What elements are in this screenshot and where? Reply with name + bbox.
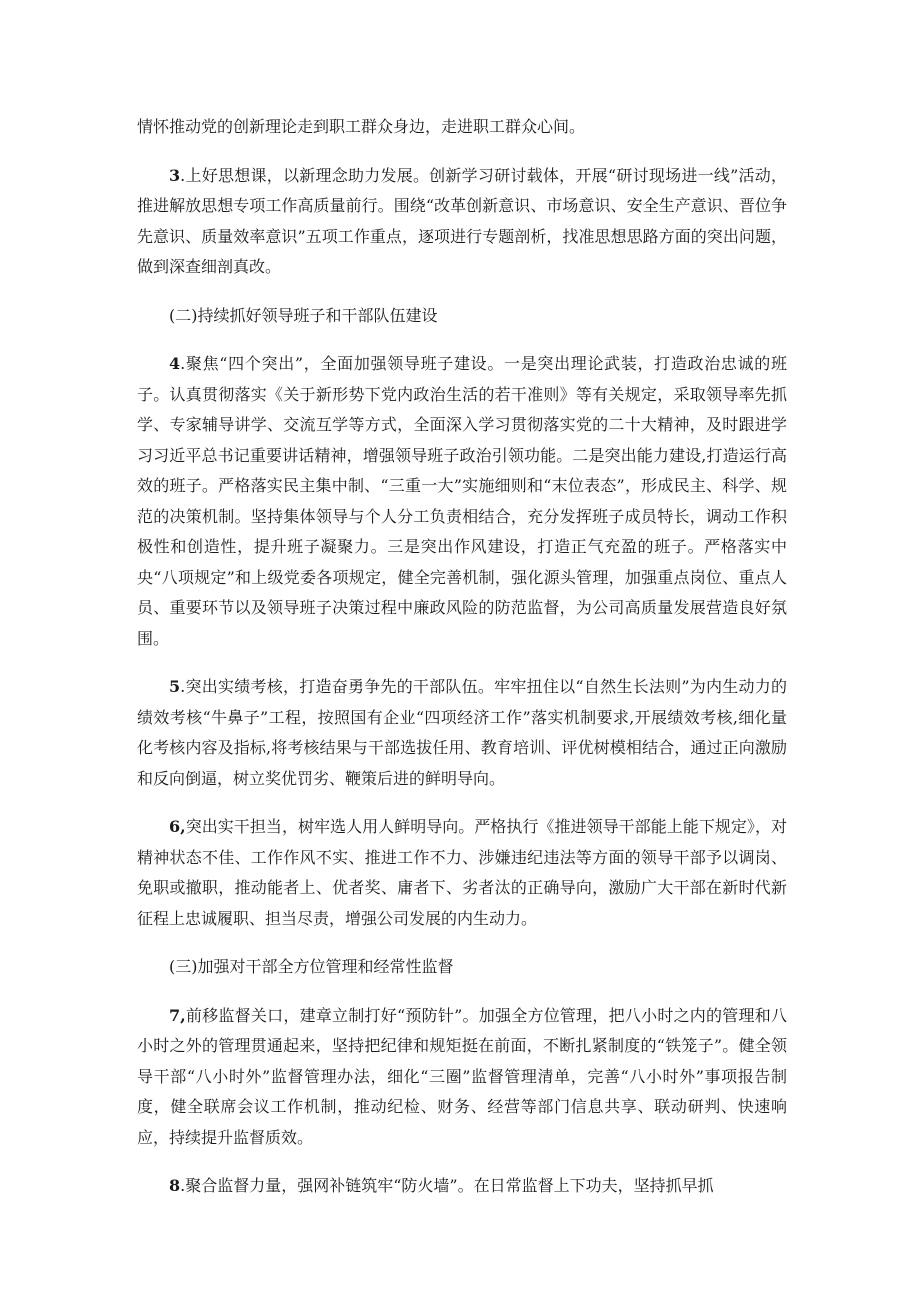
paragraph-number: 7, xyxy=(169,1005,186,1025)
paragraph-6 xyxy=(137,812,787,934)
paragraph-number: 3 xyxy=(169,165,181,185)
paragraph-7 xyxy=(137,1001,787,1154)
paragraph-number: 6, xyxy=(169,817,186,836)
paragraph-continuation xyxy=(137,112,787,143)
paragraph-text: 前移监督关口，建章立制打好“预防针”。加强全方位管理，把八小时之内的管理和八小时之外的管理贯通起来，坚持把纪律和规矩挺在前面，不断扎紧制度的“铁笼子”。健全领导干部“八小时外”监督管理办法，细化“三圈”监督管理清单，完善“八小时外”事项报告制度，健全联席会议工作机制，推动纪检、财务、经营等部门信息共享、联动研判、快速响应，持续提升监督质效。 xyxy=(137,1005,787,1147)
paragraph-text: .聚焦“四个突出”，全面加强领导班子建设。一是突出理论武装，打造政治忠诚的班子。认真贯彻落实《关于新形势下党内政治生活的若干准则》等有关规定，采取领导率先抓学、专家辅导讲学、交流互学等方式，全面深入学习贯彻落实党的二十大精神，及时跟进学习习近平总书记重要讲话精神，增强领导班子政治引领功能。二是突出能力建设,打造运行高效的班子。严格落实民主集中制、“三重一大”实施细则和“末位表态”，形成民主、科学、规范的决策机制。坚持集体领导与个人分工负责相结合，充分发挥班子成员特长，调动工作积极性和创造性，提升班子凝聚力。三是突出作风建设，打造正气充盈的班子。严格落实中央“八项规定”和上级党委各项规定，健全完善机制，强化源头管理，加强重点岗位、重点人员、重要环节以及领导班子决策过程中廉政风险的防范监督，为公司高质量发展营造良好氛围。 xyxy=(137,354,787,648)
paragraph-text: .突出实绩考核，打造奋勇争先的干部队伍。牢牢扭住以“自然生长法则”为内生动力的绩效考核“牛鼻子”工程，按照国有企业“四项经济工作”落实机制要求,开展绩效考核,细化量化考核内容及指标,将考核结果与干部选拔任用、教育培训、评优树模相结合，通过正向激励和反向倒逼，树立奖优罚劣、鞭策后进的鲜明导向。 xyxy=(137,677,787,788)
paragraph-text: 突出实干担当，树牢选人用人鲜明导向。严格执行《推进领导干部能上能下规定》，对精神状态不佳、工作作风不实、推进工作不力、涉嫌违纪违法等方面的领导干部予以调岗、免职或撤职，推动能者上、优者奖、庸者下、劣者汰的正确导向，激励广大干部在新时代新征程上忠诚履职、担当尽责，增强公司发展的内生动力。 xyxy=(137,817,787,928)
paragraph-text: .上好思想课，以新理念助力发展。创新学习研讨载体，开展“研讨现场进一线”活动，推进解放思想专项工作高质量前行。围绕“改革创新意识、市场意识、安全生产意识、晋位争先意识、质量效率意识”五项工作重点，逐项进行专题剖析，找准思想思路方面的突出问题，做到深查细剖真改。 xyxy=(137,165,787,276)
paragraph-8 xyxy=(137,1171,787,1202)
section-heading-2: (二)持续抓好领导班子和干部队伍建设 xyxy=(169,305,438,325)
section-heading-3: (三)加强对干部全方位管理和经常性监督 xyxy=(169,957,454,976)
paragraph-5 xyxy=(137,672,787,794)
paragraph-3 xyxy=(137,161,787,283)
paragraph-text: .聚合监督力量，强网补链筑牢“防火墙”。在日常监督上下功夫，坚持抓早抓 xyxy=(180,1176,714,1195)
document-page xyxy=(137,112,787,1220)
paragraph-text: 情怀推动党的创新理论走到职工群众身边，走进职工群众心间。 xyxy=(137,117,586,136)
paragraph-number: 5 xyxy=(169,677,181,696)
paragraph-number: 8 xyxy=(169,1176,181,1195)
paragraph-number: 4 xyxy=(169,354,181,373)
paragraph-4 xyxy=(137,349,787,654)
